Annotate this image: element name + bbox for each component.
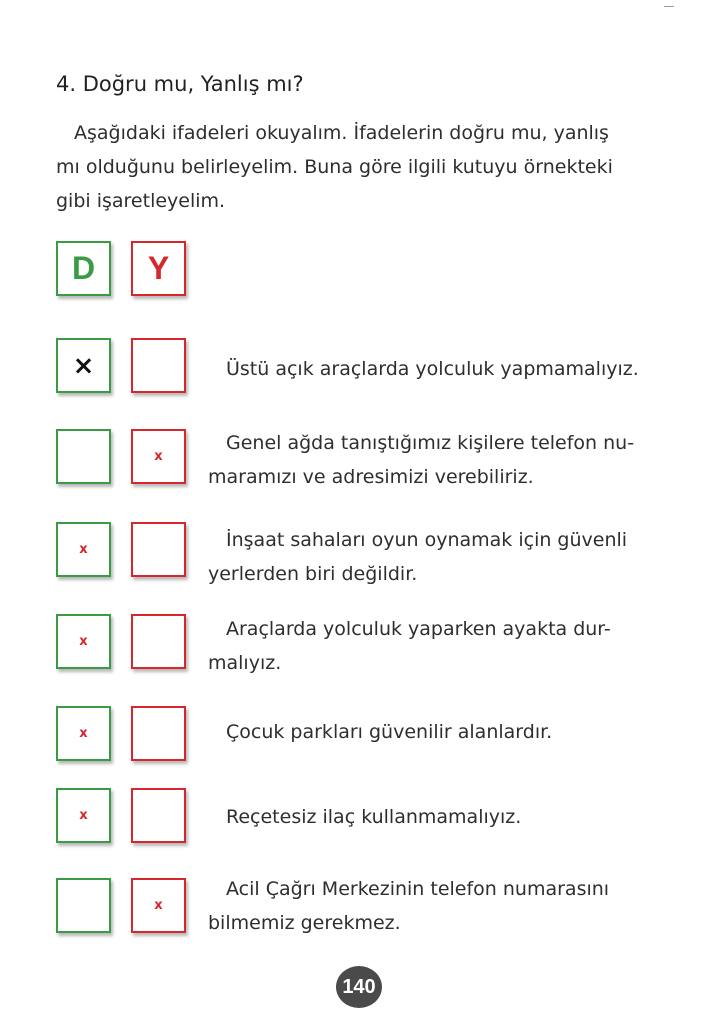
statement-line: Reçetesiz ilaç kullanmamalıyız.	[226, 806, 522, 828]
instruction-line: gibi işaretleyelim.	[56, 190, 226, 212]
false-checkbox[interactable]	[131, 706, 186, 761]
legend-false-label: Y	[147, 250, 170, 286]
statement	[208, 715, 668, 749]
statement	[208, 352, 668, 386]
false-checkbox[interactable]	[131, 429, 186, 484]
statement-line: bilmemiz gerekmez.	[208, 912, 401, 934]
statement	[208, 426, 668, 494]
check-mark: x	[79, 634, 88, 649]
true-checkbox[interactable]	[56, 788, 111, 843]
exercise-title: 4. Doğru mu, Yanlış mı?	[56, 72, 304, 96]
false-checkbox[interactable]	[131, 614, 186, 669]
statement-line: yerlerden biri değildir.	[208, 563, 418, 585]
true-checkbox[interactable]	[56, 614, 111, 669]
check-mark: x	[154, 449, 163, 464]
true-checkbox[interactable]	[56, 522, 111, 577]
instruction-line: mı olduğunu belirleyelim. Buna göre ilgili kutuyu örnekteki	[56, 156, 613, 178]
check-mark: x	[79, 726, 88, 741]
statement-line: Çocuk parkları güvenilir alanlardır.	[226, 721, 553, 743]
statement	[208, 523, 668, 591]
statement	[208, 872, 668, 940]
legend-true-box	[56, 241, 111, 296]
false-checkbox[interactable]	[131, 522, 186, 577]
corner-mark	[664, 6, 674, 7]
false-checkbox[interactable]	[131, 338, 186, 393]
statement-line: Genel ağda tanıştığımız kişilere telefon nu-	[226, 432, 635, 454]
statement-line: maramızı ve adresimizi verebiliriz.	[208, 466, 534, 488]
legend-false-box	[131, 241, 186, 296]
check-mark: ×	[72, 350, 95, 381]
statement-line: Acil Çağrı Merkezinin telefon numarasını	[226, 878, 610, 900]
statement-line: Araçlarda yolculuk yaparken ayakta dur-	[226, 618, 611, 640]
false-checkbox[interactable]	[131, 788, 186, 843]
statement-line: Üstü açık araçlarda yolculuk yapmamalıyız.	[226, 358, 639, 380]
true-checkbox[interactable]	[56, 878, 111, 933]
statement-line: İnşaat sahaları oyun oynamak için güvenli	[226, 529, 628, 551]
statement	[208, 612, 668, 680]
instructions	[56, 116, 656, 218]
instruction-line: Aşağıdaki ifadeleri okuyalım. İfadelerin doğru mu, yanlış	[74, 122, 609, 144]
check-mark: x	[79, 542, 88, 557]
check-mark: x	[79, 808, 88, 823]
check-mark: x	[154, 898, 163, 913]
false-checkbox[interactable]	[131, 878, 186, 933]
statement	[208, 800, 668, 834]
legend-true-label: D	[71, 250, 96, 286]
true-checkbox[interactable]	[56, 706, 111, 761]
true-checkbox[interactable]	[56, 429, 111, 484]
page-number: 140	[336, 966, 382, 1008]
true-checkbox[interactable]	[56, 338, 111, 393]
statement-line: malıyız.	[208, 652, 282, 674]
